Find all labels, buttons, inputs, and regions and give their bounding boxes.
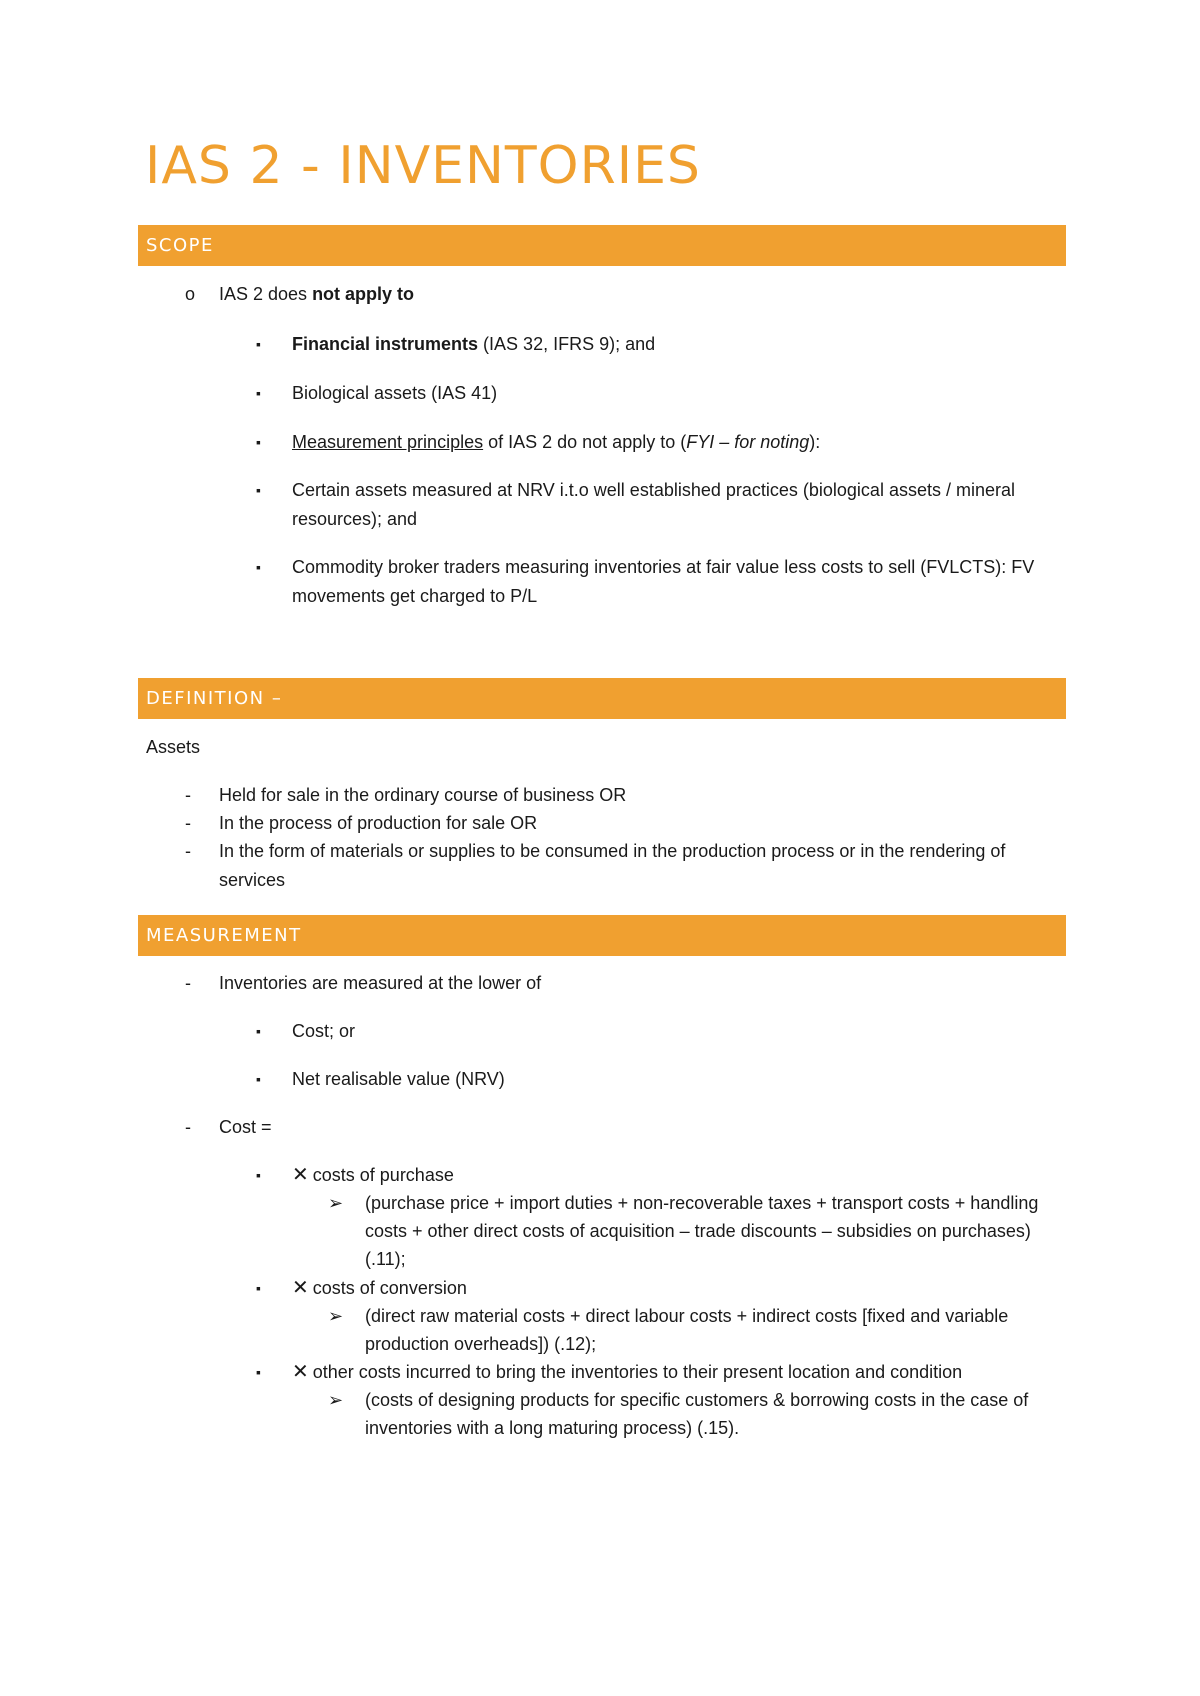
square-bullet-icon: ▪ (256, 1167, 261, 1183)
scope-intro: IAS 2 does not apply to (219, 284, 415, 304)
section-header-measurement: MEASUREMENT (138, 915, 1066, 956)
cost-conversion-detail-line1: (direct raw material costs + direct labour costs + indirect costs [fixed and variable (365, 1306, 1009, 1326)
scope-item-commodity-line2: movements get charged to P/L (292, 586, 538, 606)
dash-bullet-icon: - (185, 785, 191, 805)
square-bullet-icon: ▪ (256, 1023, 261, 1039)
definition-item-held-for-sale: Held for sale in the ordinary course of business OR (219, 785, 627, 805)
scope-item-nrv-line1: Certain assets measured at NRV i.t.o well established practices (biological assets / mineral (292, 480, 1015, 500)
definition-item-materials-line2: services (219, 870, 286, 890)
square-bullet-icon: ▪ (256, 434, 261, 450)
square-bullet-icon: ▪ (256, 482, 261, 498)
dash-bullet-icon: - (185, 1117, 191, 1137)
page-title: IAS 2 - INVENTORIES (145, 136, 701, 196)
square-bullet-icon: ▪ (256, 559, 261, 575)
cost-component-conversion: ✕ costs of conversion (292, 1274, 467, 1302)
cross-icon: ✕ (292, 1164, 309, 1186)
measurement-cost-label: Cost = (219, 1117, 272, 1137)
square-bullet-icon: ▪ (256, 385, 261, 401)
cost-purchase-detail-line2: costs + other direct costs of acquisition – trade discounts – subsidies on purchases) (365, 1221, 1031, 1241)
scope-item-financial-instruments: Financial instruments (IAS 32, IFRS 9); and (292, 334, 656, 354)
square-bullet-icon: ▪ (256, 1364, 261, 1380)
measurement-option-cost: Cost; or (292, 1021, 356, 1041)
dash-bullet-icon: - (185, 973, 191, 993)
cost-other-detail-line1: (costs of designing products for specific customers & borrowing costs in the case of (365, 1390, 1029, 1410)
definition-item-materials-line1: In the form of materials or supplies to be consumed in the production process or in the rendering of (219, 841, 1006, 861)
square-bullet-icon: ▪ (256, 1071, 261, 1087)
scope-item-biological-assets: Biological assets (IAS 41) (292, 383, 498, 403)
cost-conversion-detail-line2: production overheads]) (.12); (365, 1334, 597, 1354)
arrow-bullet-icon: ➢ (328, 1193, 344, 1213)
cross-icon: ✕ (292, 1361, 309, 1383)
definition-item-production: In the process of production for sale OR (219, 813, 538, 833)
square-bullet-icon: ▪ (256, 336, 261, 352)
cross-icon: ✕ (292, 1277, 309, 1299)
arrow-bullet-icon: ➢ (328, 1306, 344, 1326)
dash-bullet-icon: - (185, 813, 191, 833)
scope-item-commodity-line1: Commodity broker traders measuring inventories at fair value less costs to sell (FVLCTS): FV (292, 557, 1035, 577)
arrow-bullet-icon: ➢ (328, 1390, 344, 1410)
measurement-intro: Inventories are measured at the lower of (219, 973, 542, 993)
scope-item-measurement-principles: Measurement principles of IAS 2 do not apply to (FYI – for noting): (292, 432, 821, 452)
cost-other-detail-line2: inventories with a long maturing process) (.15). (365, 1418, 740, 1438)
dash-bullet-icon: - (185, 841, 191, 861)
cost-component-purchase: ✕ costs of purchase (292, 1161, 454, 1189)
definition-assets-label: Assets (146, 737, 201, 757)
circle-bullet-icon: o (185, 284, 196, 304)
scope-item-nrv-line2: resources); and (292, 509, 418, 529)
cost-component-other: ✕ other costs incurred to bring the inventories to their present location and condition (292, 1358, 962, 1386)
cost-purchase-detail-line1: (purchase price + import duties + non-recoverable taxes + transport costs + handling (365, 1193, 1039, 1213)
square-bullet-icon: ▪ (256, 1280, 261, 1296)
measurement-option-nrv: Net realisable value (NRV) (292, 1069, 505, 1089)
cost-purchase-detail-line3: (.11); (365, 1249, 406, 1269)
section-header-definition: DEFINITION – (138, 678, 1066, 719)
section-header-scope: SCOPE (138, 225, 1066, 266)
